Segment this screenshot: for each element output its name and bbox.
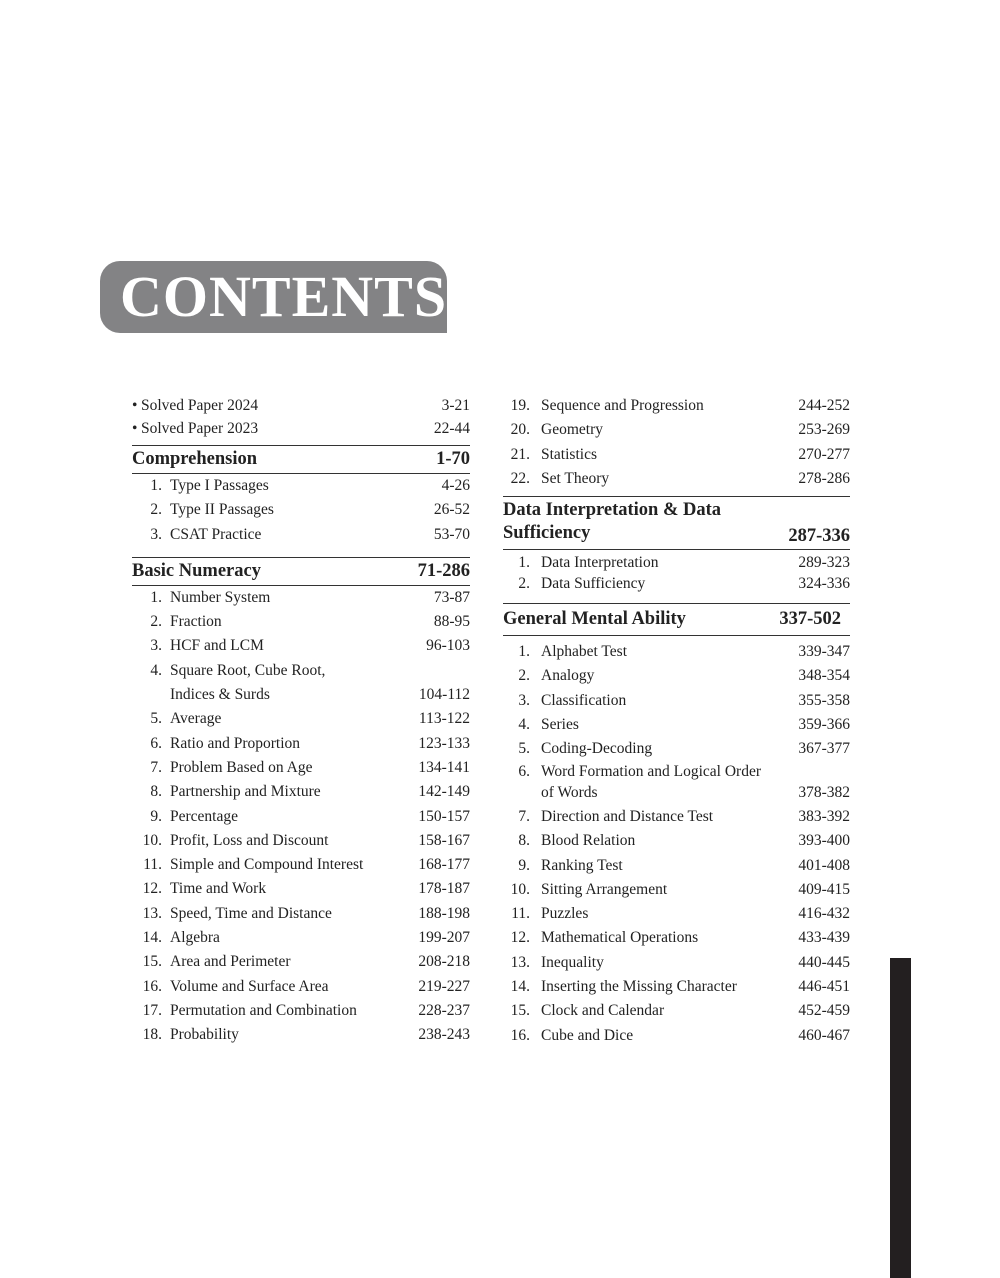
toc-entry[interactable] xyxy=(503,664,850,688)
entry-pages: 188-198 xyxy=(418,904,470,922)
entry-pages: 452-459 xyxy=(798,1002,850,1020)
entry-label: Statistics xyxy=(541,445,597,463)
solved-paper-item[interactable] xyxy=(132,394,470,417)
entry-pages: 244-252 xyxy=(798,397,850,414)
entry-number: 4. xyxy=(518,716,530,734)
entry-label: Volume and Surface Area xyxy=(170,977,329,995)
entry-number: 15. xyxy=(142,953,162,971)
entry-number: 3. xyxy=(518,691,530,709)
entry-label: Type II Passages xyxy=(170,501,274,519)
toc-entry[interactable] xyxy=(132,902,470,926)
entry-label: Partnership and Mixture xyxy=(170,783,321,801)
entry-pages: 228-237 xyxy=(418,1001,470,1019)
entry-label: Sequence and Progression xyxy=(541,397,704,414)
toc-entry[interactable] xyxy=(132,498,470,522)
entry-pages: 253-269 xyxy=(798,421,850,439)
toc-entry[interactable] xyxy=(132,659,470,683)
entry-number: 17. xyxy=(142,1001,162,1019)
toc-entry[interactable] xyxy=(132,707,470,731)
entry-number: 8. xyxy=(150,783,162,801)
entry-pages: 383-392 xyxy=(798,807,850,825)
toc-entry[interactable] xyxy=(503,418,850,442)
entry-pages: 142-149 xyxy=(418,783,470,801)
entry-label: Problem Based on Age xyxy=(170,758,313,776)
entry-pages: 113-122 xyxy=(418,710,470,728)
entry-number: 1. xyxy=(518,554,530,572)
toc-entry[interactable] xyxy=(132,756,470,780)
bullet-icon: • xyxy=(132,420,138,437)
entry-label: Percentage xyxy=(170,807,238,825)
entry-number: 1. xyxy=(150,477,162,494)
toc-entry[interactable] xyxy=(132,950,470,974)
entry-label: Mathematical Operations xyxy=(541,929,699,947)
entry-label: Type I Passages xyxy=(170,477,269,494)
entry-number: 7. xyxy=(518,807,530,825)
toc-entry[interactable] xyxy=(503,1024,850,1048)
solved-papers-list xyxy=(132,394,470,440)
entry-number: 14. xyxy=(510,978,530,996)
toc-entry[interactable] xyxy=(503,467,850,491)
entry-pages: 96-103 xyxy=(426,637,470,655)
entry-label: Number System xyxy=(170,588,271,606)
section-pages: 71-286 xyxy=(417,560,470,581)
entry-pages: 53-70 xyxy=(433,525,470,543)
entry-number: 11. xyxy=(511,905,530,923)
item-label: Solved Paper 2023 xyxy=(141,420,259,437)
entry-pages: 416-432 xyxy=(798,905,850,923)
solved-paper-item[interactable] xyxy=(132,417,470,440)
entry-number: 9. xyxy=(518,856,530,874)
entry-number: 16. xyxy=(142,977,162,995)
entry-label: Clock and Calendar xyxy=(541,1002,665,1020)
toc-entry[interactable] xyxy=(132,1023,470,1047)
entry-label: Sitting Arrangement xyxy=(541,880,668,898)
toc-entry[interactable] xyxy=(503,975,850,999)
entry-number: 2. xyxy=(150,613,162,631)
toc-entry[interactable] xyxy=(132,877,470,901)
entry-number: 21. xyxy=(510,445,530,463)
toc-entry[interactable] xyxy=(503,552,850,573)
entry-label: Blood Relation xyxy=(541,832,636,850)
entry-number: 1. xyxy=(150,588,162,606)
section-title: Data Interpretation & Data Sufficiency xyxy=(503,500,722,544)
toc-entry[interactable] xyxy=(132,999,470,1023)
entry-number: 6. xyxy=(518,762,530,780)
entry-number: 13. xyxy=(510,953,530,971)
toc-entry[interactable] xyxy=(503,951,850,975)
toc-entry[interactable] xyxy=(503,878,850,902)
toc-entry[interactable] xyxy=(132,780,470,804)
toc-entry[interactable] xyxy=(132,829,470,853)
entry-pages: 433-439 xyxy=(798,929,850,947)
entry-label: Area and Perimeter xyxy=(170,953,291,971)
toc-entry[interactable] xyxy=(503,854,850,878)
entry-number: 11. xyxy=(143,856,162,874)
toc-entry[interactable] xyxy=(503,805,850,829)
entry-label: Puzzles xyxy=(541,905,589,923)
entry-pages: 4-26 xyxy=(441,477,470,494)
entry-label: Probability xyxy=(170,1026,239,1044)
entry-number: 14. xyxy=(142,929,162,947)
section-title: General Mental Ability xyxy=(503,609,686,630)
toc-entry[interactable] xyxy=(132,586,470,610)
entry-number: 13. xyxy=(142,904,162,922)
entry-label: CSAT Practice xyxy=(170,525,262,543)
entry-number: 8. xyxy=(518,832,530,850)
contents-title-banner xyxy=(100,261,447,333)
entry-label: Direction and Distance Test xyxy=(541,807,714,825)
section-heading-basic-numeracy[interactable] xyxy=(132,557,470,586)
entry-label: of Words xyxy=(541,783,598,801)
entry-label: Time and Work xyxy=(170,880,267,898)
entry-pages: 178-187 xyxy=(418,880,470,898)
section-pages: 337-502 xyxy=(779,609,841,630)
bullet-icon: • xyxy=(132,397,138,414)
entry-label: Profit, Loss and Discount xyxy=(170,831,329,849)
entry-number: 12. xyxy=(142,880,162,898)
toc-right-column xyxy=(503,394,850,1048)
entry-label: Ratio and Proportion xyxy=(170,734,301,752)
entry-pages: 348-354 xyxy=(798,667,850,685)
entry-number: 15. xyxy=(510,1002,530,1020)
entry-label: Cube and Dice xyxy=(541,1026,634,1044)
entry-pages: 104-112 xyxy=(418,686,470,704)
entry-pages: 158-167 xyxy=(418,831,470,849)
entry-label: Classification xyxy=(541,691,627,709)
toc-left-column xyxy=(132,394,470,1048)
basic-numeracy-list-continued xyxy=(503,394,850,491)
toc-entry[interactable] xyxy=(503,689,850,713)
entry-number: 9. xyxy=(150,807,162,825)
entry-number: 3. xyxy=(150,525,162,543)
entry-label: Algebra xyxy=(170,929,220,947)
side-thumb-tab xyxy=(890,958,911,1278)
entry-number: 2. xyxy=(518,667,530,685)
toc-entry[interactable] xyxy=(503,443,850,467)
entry-label: Word Formation and Logical Order xyxy=(541,762,761,780)
entry-number: 19. xyxy=(510,397,530,414)
entry-number: 4. xyxy=(150,661,162,679)
entry-pages: 355-358 xyxy=(798,691,850,709)
entry-pages: 199-207 xyxy=(418,929,470,947)
entry-label: Indices & Surds xyxy=(170,686,270,704)
general-mental-ability-list xyxy=(503,640,850,1048)
entry-number: 16. xyxy=(510,1026,530,1044)
data-interpretation-list xyxy=(503,552,850,594)
entry-pages: 440-445 xyxy=(798,953,850,971)
entry-pages: 270-277 xyxy=(798,445,850,463)
entry-pages: 150-157 xyxy=(418,807,470,825)
entry-label: Speed, Time and Distance xyxy=(170,904,332,922)
entry-label: Inequality xyxy=(541,953,604,971)
entry-number: 20. xyxy=(510,421,530,439)
section-heading-general-mental-ability[interactable] xyxy=(503,603,850,636)
entry-label: Ranking Test xyxy=(541,856,623,874)
entry-pages: 73-87 xyxy=(433,588,470,606)
entry-number: 2. xyxy=(518,575,530,593)
entry-label: Coding-Decoding xyxy=(541,740,653,758)
toc-entry[interactable] xyxy=(503,573,850,594)
entry-pages: 208-218 xyxy=(418,953,470,971)
entry-pages: 168-177 xyxy=(418,856,470,874)
entry-pages: 238-243 xyxy=(418,1026,470,1044)
section-pages: 1-70 xyxy=(436,449,470,469)
entry-pages: 460-467 xyxy=(798,1026,850,1044)
entry-pages: 367-377 xyxy=(798,740,850,758)
entry-label: Series xyxy=(541,716,579,734)
section-pages: 287-336 xyxy=(788,526,850,547)
entry-label: Square Root, Cube Root, xyxy=(170,661,326,679)
entry-pages: 401-408 xyxy=(798,856,850,874)
entry-number: 10. xyxy=(142,831,162,849)
entry-label: Analogy xyxy=(541,667,595,685)
toc-entry[interactable] xyxy=(503,926,850,950)
entry-number: 10. xyxy=(510,880,530,898)
entry-label: Data Sufficiency xyxy=(541,575,646,593)
entry-label: Fraction xyxy=(170,613,222,631)
section-heading-data-interpretation[interactable] xyxy=(503,496,850,550)
entry-pages: 409-415 xyxy=(798,880,850,898)
entry-pages: 393-400 xyxy=(798,832,850,850)
toc-entry[interactable] xyxy=(132,732,470,756)
comprehension-list xyxy=(132,474,470,547)
entry-label: Permutation and Combination xyxy=(170,1001,357,1019)
toc-entry[interactable] xyxy=(132,926,470,950)
toc-entry[interactable] xyxy=(132,975,470,999)
entry-label: Inserting the Missing Character xyxy=(541,978,737,996)
toc-entry[interactable] xyxy=(132,474,470,498)
toc-entry[interactable] xyxy=(503,902,850,926)
entry-label: Average xyxy=(170,710,222,728)
toc-entry[interactable] xyxy=(503,713,850,737)
section-title: Basic Numeracy xyxy=(132,560,261,581)
entry-label: Simple and Compound Interest xyxy=(170,856,364,874)
entry-pages: 378-382 xyxy=(798,783,850,801)
toc-entry[interactable] xyxy=(503,640,850,664)
basic-numeracy-list xyxy=(132,586,470,1048)
toc-entry[interactable] xyxy=(503,762,850,781)
entry-number: 1. xyxy=(518,643,530,661)
item-label: Solved Paper 2024 xyxy=(141,397,259,414)
entry-number: 12. xyxy=(510,929,530,947)
entry-pages: 88-95 xyxy=(433,613,470,631)
page-title: CONTENTS xyxy=(120,264,448,329)
entry-pages: 446-451 xyxy=(798,978,850,996)
entry-number: 3. xyxy=(150,637,162,655)
toc-entry[interactable] xyxy=(503,737,850,761)
entry-label: Set Theory xyxy=(541,469,610,487)
toc-entry[interactable] xyxy=(132,683,470,707)
entry-label: Alphabet Test xyxy=(541,643,628,661)
entry-number: 5. xyxy=(150,710,162,728)
entry-number: 22. xyxy=(510,469,530,487)
toc-entry[interactable] xyxy=(132,523,470,547)
entry-pages: 26-52 xyxy=(433,501,470,519)
entry-pages: 123-133 xyxy=(418,734,470,752)
entry-pages: 219-227 xyxy=(418,977,470,995)
entry-pages: 278-286 xyxy=(798,469,850,487)
section-title: Comprehension xyxy=(132,449,258,469)
entry-number: 5. xyxy=(518,740,530,758)
toc-entry[interactable] xyxy=(503,781,850,805)
entry-number: 7. xyxy=(150,758,162,776)
toc-entry[interactable] xyxy=(503,394,850,418)
toc-entry[interactable] xyxy=(503,999,850,1023)
item-pages: 22-44 xyxy=(433,420,470,437)
entry-number: 6. xyxy=(150,734,162,752)
entry-pages: 359-366 xyxy=(798,716,850,734)
item-pages: 3-21 xyxy=(441,397,470,414)
toc-entry[interactable] xyxy=(132,634,470,658)
entry-pages: 324-336 xyxy=(798,575,850,593)
section-heading-comprehension[interactable] xyxy=(132,445,470,474)
entry-label: Data Interpretation xyxy=(541,554,659,572)
entry-label: Geometry xyxy=(541,421,603,439)
entry-pages: 289-323 xyxy=(798,554,850,572)
entry-label: HCF and LCM xyxy=(170,637,264,655)
toc-entry[interactable] xyxy=(132,853,470,877)
toc-entry[interactable] xyxy=(503,829,850,853)
entry-pages: 134-141 xyxy=(418,758,470,776)
toc-entry[interactable] xyxy=(132,805,470,829)
entry-number: 18. xyxy=(142,1026,162,1044)
entry-number: 2. xyxy=(150,501,162,519)
entry-pages: 339-347 xyxy=(798,643,850,661)
toc-entry[interactable] xyxy=(132,610,470,634)
